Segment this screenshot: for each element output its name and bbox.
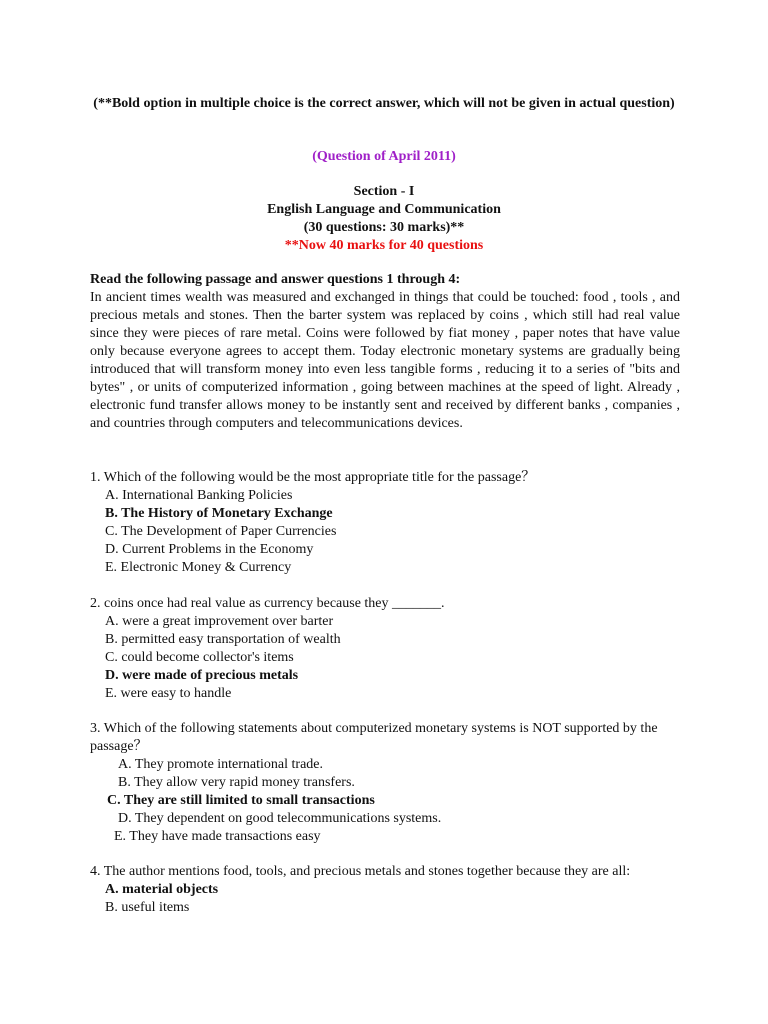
passage-instruction: Read the following passage and answer questions 1 through 4:	[90, 272, 461, 287]
option-d-correct: D. were made of precious metals	[105, 668, 299, 683]
option-e: E. were easy to handle	[105, 686, 232, 701]
option-b: B. useful items	[105, 900, 190, 915]
question-3	[90, 720, 680, 846]
option-a-correct: A. material objects	[105, 882, 219, 897]
option-a: A. They promote international trade.	[118, 757, 324, 772]
option-d: D. They dependent on good telecommunications systems.	[118, 811, 442, 826]
reading-passage	[90, 271, 680, 433]
option-b-correct: B. The History of Monetary Exchange	[105, 506, 333, 521]
question-source: (Question of April 2011)	[312, 149, 456, 164]
marks-update: **Now 40 marks for 40 questions	[284, 238, 484, 253]
question-stem: 1. Which of the following would be the most appropriate title for the passage？	[90, 470, 536, 485]
question-stem: 2. coins once had real value as currency because they _______.	[90, 596, 445, 611]
option-a: A. International Banking Policies	[105, 488, 293, 503]
question-2	[90, 595, 680, 703]
marks-info: (30 questions: 30 marks)**	[303, 220, 465, 235]
passage-text: In ancient times wealth was measured and exchanged in things that could be touched: food , tools , and precious metals and stones. Then the barter system was replaced by coins , which still had real value since they were pieces of rare metal. Coins were followed by fiat money , paper notes that have value only because everyone agrees to accept them. Today electronic monetary systems are gradually being introduced that will transform money into even less tangible forms , reducing it to a series of "bits and bytes" , or units of computerized information , going between machines at the speed of light. Already , electronic fund transfer allows money to be instantly sent and received by different banks , companies , and countries through computers and telecommunications devices.	[90, 290, 680, 431]
question-1	[90, 469, 680, 577]
option-b: B. They allow very rapid money transfers.	[118, 775, 355, 790]
option-e: E. They have made transactions easy	[114, 829, 321, 844]
section-title: Section - I	[353, 184, 415, 199]
option-a: A. were a great improvement over barter	[105, 614, 334, 629]
option-d: D. Current Problems in the Economy	[105, 542, 314, 557]
subject-title: English Language and Communication	[267, 202, 501, 217]
option-c: C. could become collector's items	[105, 650, 294, 665]
question-stem: 4. The author mentions food, tools, and precious metals and stones together because they are all:	[90, 864, 631, 879]
question-4	[90, 863, 680, 917]
option-e: E. Electronic Money & Currency	[105, 560, 292, 575]
section-heading	[0, 183, 768, 255]
question-stem: 3. Which of the following statements about computerized monetary systems is NOT supported by the passage？	[90, 721, 658, 754]
answer-key-note: (**Bold option in multiple choice is the correct answer, which will not be given in actual question)	[93, 96, 675, 111]
option-c-correct: C. They are still limited to small transactions	[107, 793, 375, 808]
option-b: B. permitted easy transportation of wealth	[105, 632, 341, 647]
option-c: C. The Development of Paper Currencies	[105, 524, 337, 539]
